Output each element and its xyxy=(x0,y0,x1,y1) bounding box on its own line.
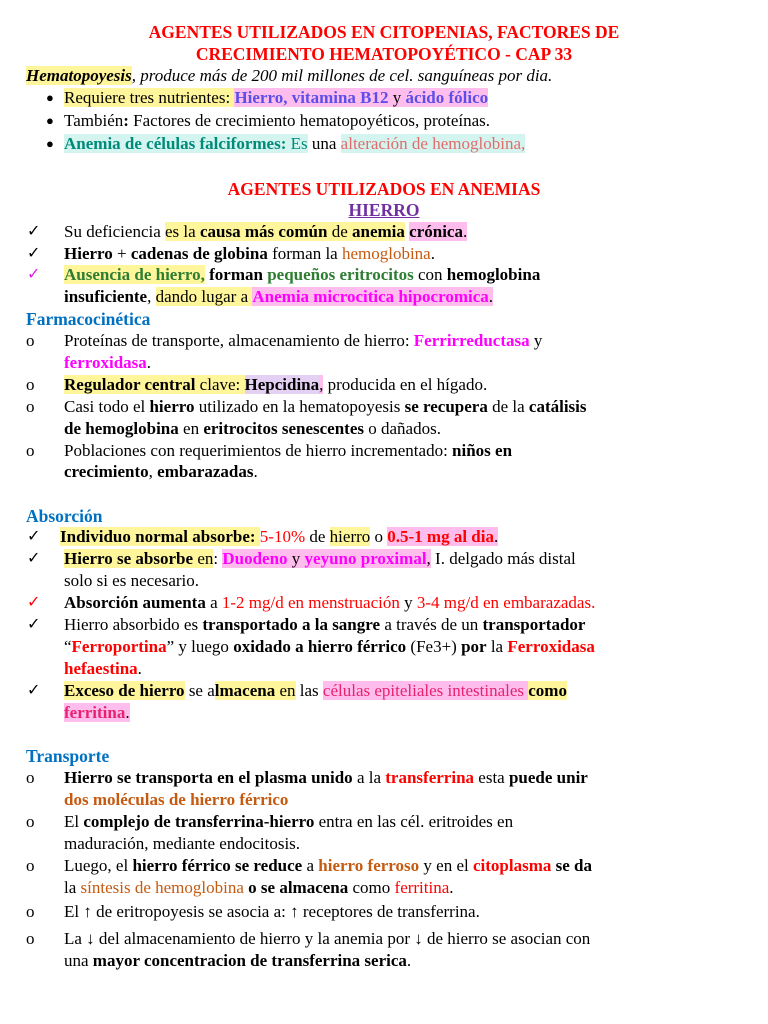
absorcion-item-increase xyxy=(64,592,595,614)
section-title-anemias: AGENTES UTILIZADOS EN ANEMIAS xyxy=(227,179,541,199)
text-run: la xyxy=(64,878,81,897)
text-run: de xyxy=(305,527,330,546)
transporte-item-complex xyxy=(64,811,513,833)
hierro-item-absence xyxy=(64,264,540,286)
absorcion-item-transport-cont-2 xyxy=(64,658,142,680)
text-run: se da xyxy=(555,856,592,875)
text-run: forman la xyxy=(267,244,342,263)
bullet-icon: ● xyxy=(46,136,54,151)
farmaco-item-populations xyxy=(64,440,512,462)
text-run: células epiteliales intestinales xyxy=(322,681,525,700)
text-run: alteración de hemoglobina, xyxy=(340,134,526,153)
checkmark-icon: ✓ xyxy=(27,682,41,699)
text-run: esta xyxy=(474,768,509,787)
text-run: oxidado a hierro férrico xyxy=(233,637,407,656)
text-run: en xyxy=(197,549,214,568)
text-run: 1-2 mg/d en menstruación xyxy=(221,593,400,612)
text-run: y en el xyxy=(419,856,473,875)
text-run: hefaestina xyxy=(64,659,138,678)
text-run: Hierro, vitamina B12 xyxy=(234,88,389,107)
text-run: cadenas de globina xyxy=(130,244,268,263)
text-run: . xyxy=(253,462,258,481)
text-run: a xyxy=(302,856,319,875)
text-run: las xyxy=(295,681,323,700)
text-run: complejo de transferrina-hierro xyxy=(83,812,315,831)
text-run: + xyxy=(112,244,131,263)
text-run: ” y luego xyxy=(166,637,234,656)
text-run: en xyxy=(275,681,296,700)
text-run: Ferroxidasa xyxy=(507,637,595,656)
text-run: , xyxy=(426,549,431,568)
text-run: Requiere tres nutrientes xyxy=(64,88,226,107)
text-run: y xyxy=(399,593,417,612)
text-run: hierro ferroso xyxy=(318,856,420,875)
checkmark-icon: ✓ xyxy=(27,550,41,567)
text-run: Proteínas de transporte, almacenamiento de hierro: xyxy=(64,331,414,350)
text-run: utilizado en la hematopoyesis xyxy=(194,397,405,416)
text-run: hierro xyxy=(149,397,195,416)
text-run: Exceso de hierro xyxy=(64,681,185,700)
text-run: y xyxy=(287,549,305,568)
bullet-item-sickle-cell xyxy=(64,133,525,155)
transporte-item-complex-cont xyxy=(64,833,300,855)
absorcion-item-site-cont xyxy=(64,570,199,592)
text-run: de la xyxy=(487,397,529,416)
text-run: dos moléculas de hierro férrico xyxy=(64,790,289,809)
transporte-item-storage-cont xyxy=(64,950,411,972)
text-run: Su deficiencia xyxy=(64,222,166,241)
bullet-item-nutrients xyxy=(64,87,488,109)
transporte-item-plasma-cont xyxy=(64,789,288,811)
absorcion-item-transport-cont xyxy=(64,636,595,658)
text-run: . xyxy=(488,287,494,306)
text-run: Absorción aumenta xyxy=(64,593,206,612)
text-run: . xyxy=(406,951,412,970)
text-run: , produce más de 200 mil millones de cel. sanguíneas por dia. xyxy=(131,66,553,85)
text-run: Ferrirreductasa xyxy=(413,331,530,350)
transporte-item-reduction-cont xyxy=(64,877,454,899)
document-title-line-2: CRECIMIENTO HEMATOPOYÉTICO - CAP 33 xyxy=(195,44,573,64)
circle-bullet-icon: o xyxy=(26,441,35,460)
text-run: causa más común xyxy=(199,222,328,241)
text-run: Ausencia de hierro, xyxy=(64,265,205,284)
text-run: Ferroportina xyxy=(71,637,167,656)
text-run: Poblaciones con requerimientos de hierro incrementado: xyxy=(64,441,453,460)
text-run: ácido fólico xyxy=(405,88,489,107)
text-run: hierro férrico se reduce xyxy=(132,856,303,875)
text-run: crónica xyxy=(409,222,463,241)
text-run: Hematopoyesis xyxy=(26,66,132,85)
circle-bullet-icon: o xyxy=(26,856,35,875)
farmaco-item-recovery-cont xyxy=(64,418,441,440)
text-run: una xyxy=(307,134,341,153)
text-run: pequeños eritrocitos xyxy=(267,265,414,284)
section-heading-transporte: Transporte xyxy=(26,746,110,766)
text-run: y xyxy=(388,88,406,107)
bullet-icon: ● xyxy=(46,113,54,128)
farmaco-item-recovery xyxy=(64,396,587,418)
text-run: en xyxy=(178,419,204,438)
text-run: transportado a la sangre xyxy=(202,615,381,634)
text-run: El ↑ de eritropoyesis se asocia a: ↑ receptores de transferrina. xyxy=(64,902,480,921)
checkmark-icon: ✓ xyxy=(27,616,41,633)
text-run: ferritina xyxy=(64,703,126,722)
text-run: 3-4 mg/d en embarazadas. xyxy=(416,593,596,612)
text-run: eritrocitos senescentes xyxy=(203,419,364,438)
text-run: Anemia microcitica hipocromica xyxy=(252,287,489,306)
text-run: mayor concentracion de transferrina serica xyxy=(92,951,407,970)
section-title-hierro: HIERRO xyxy=(348,200,420,220)
text-run: una xyxy=(64,951,93,970)
text-run: síntesis de hemoglobina xyxy=(80,878,244,897)
checkmark-icon: ✓ xyxy=(27,266,41,283)
text-run: Hierro se transporta en el plasma unido xyxy=(64,768,353,787)
text-run: Anemia de células falciformes: xyxy=(64,134,287,153)
text-run: Hierro se absorbe xyxy=(64,549,198,568)
circle-bullet-icon: o xyxy=(26,375,35,394)
text-run: o dañados. xyxy=(363,419,441,438)
text-run: Hierro xyxy=(64,244,113,263)
text-run: se a xyxy=(184,681,215,700)
text-run: como xyxy=(528,681,567,700)
farmaco-item-hepcidin xyxy=(64,374,487,396)
text-run: ferroxidasa xyxy=(64,353,147,372)
hierro-item-deficiency xyxy=(64,221,467,243)
farmaco-item-proteins-cont xyxy=(64,352,151,374)
text-run: . xyxy=(137,659,142,678)
text-run: maduración, mediante endocitosis. xyxy=(64,834,301,853)
text-run: clave: xyxy=(195,375,245,394)
text-run: citoplasma xyxy=(472,856,552,875)
text-run: a la xyxy=(352,768,386,787)
text-run: Factores de crecimiento hematopoyéticos, proteínas. xyxy=(133,111,491,130)
text-run: “ xyxy=(64,637,72,656)
text-run: 0.5-1 mg al dia xyxy=(387,527,494,546)
text-run: I. delgado más distal xyxy=(430,549,576,568)
text-run: Duodeno xyxy=(222,549,288,568)
circle-bullet-icon: o xyxy=(26,812,35,831)
text-run: . xyxy=(146,353,152,372)
checkmark-icon: ✓ xyxy=(27,245,41,262)
hierro-item-hemoglobin xyxy=(64,243,435,265)
document-title-line-1: AGENTES UTILIZADOS EN CITOPENIAS, FACTORES DE xyxy=(148,22,620,42)
text-run: . xyxy=(462,222,468,241)
text-run: (Fe3+) xyxy=(406,637,462,656)
text-run: También xyxy=(64,111,124,130)
text-run: entra en las cél. eritroides en xyxy=(314,812,514,831)
hierro-item-absence-cont xyxy=(64,286,493,308)
bullet-icon: ● xyxy=(46,90,54,105)
absorcion-item-excess xyxy=(64,680,567,702)
text-run: . xyxy=(430,244,435,263)
text-run: hemoglobina xyxy=(446,265,541,284)
text-run: . xyxy=(494,527,499,546)
text-run: : xyxy=(213,549,223,568)
text-run: yeyuno proximal xyxy=(304,549,427,568)
transporte-item-storage xyxy=(64,928,590,950)
text-run: transferrina xyxy=(385,768,475,787)
text-run: embarazadas xyxy=(157,462,254,481)
text-run: la xyxy=(486,637,508,656)
text-run: , xyxy=(147,287,156,306)
absorcion-item-normal xyxy=(60,526,498,548)
bullet-item-growth-factors xyxy=(64,110,490,132)
text-run: transportador xyxy=(482,615,586,634)
text-run: : xyxy=(225,88,235,107)
farmaco-item-proteins xyxy=(64,330,542,352)
text-run: . xyxy=(125,703,130,722)
text-run: lmacena xyxy=(214,681,276,700)
transporte-item-plasma xyxy=(64,767,588,789)
text-run: insuficiente xyxy=(64,287,148,306)
circle-bullet-icon: o xyxy=(26,768,35,787)
text-run: ferritina xyxy=(394,878,450,897)
text-run: de hemoglobina xyxy=(64,419,179,438)
circle-bullet-icon: o xyxy=(26,902,35,921)
text-run: El xyxy=(64,812,84,831)
text-run: con xyxy=(413,265,447,284)
text-run: o xyxy=(370,527,388,546)
transporte-item-reduction xyxy=(64,855,592,877)
text-run: , xyxy=(148,462,158,481)
text-run: Luego, el xyxy=(64,856,133,875)
text-run: crecimiento xyxy=(64,462,149,481)
intro-hematopoyesis xyxy=(26,65,552,87)
text-run: por xyxy=(461,637,487,656)
text-run: anemia xyxy=(352,222,405,241)
section-heading-absorcion: Absorción xyxy=(26,506,103,526)
text-run: Es xyxy=(286,134,308,153)
text-run: . xyxy=(449,878,454,897)
checkmark-icon: ✓ xyxy=(27,223,41,240)
transporte-item-erythropoiesis xyxy=(64,901,480,923)
circle-bullet-icon: o xyxy=(26,397,35,416)
section-heading-farmacocinetica: Farmacocinética xyxy=(26,309,151,329)
text-run: Hierro absorbido es xyxy=(64,615,203,634)
text-run: solo si es necesario. xyxy=(64,571,200,590)
text-run: y xyxy=(529,331,543,350)
text-run: se recupera xyxy=(404,397,488,416)
farmaco-item-populations-cont xyxy=(64,461,258,483)
checkmark-icon: ✓ xyxy=(27,528,41,545)
text-run: o se almacena xyxy=(248,878,349,897)
text-run: a través de un xyxy=(380,615,483,634)
text-run: La ↓ del almacenamiento de hierro y la anemia por ↓ de hierro se asocian con xyxy=(64,929,591,948)
text-run: como xyxy=(348,878,395,897)
text-run: dando lugar a xyxy=(155,287,253,306)
circle-bullet-icon: o xyxy=(26,331,35,350)
text-run: de xyxy=(327,222,353,241)
text-run: : xyxy=(123,111,134,130)
text-run: , xyxy=(319,375,324,394)
text-run: Hepcidina xyxy=(244,375,320,394)
text-run: Regulador central xyxy=(64,375,196,394)
text-run: niños en xyxy=(452,441,513,460)
text-run: a xyxy=(205,593,222,612)
absorcion-item-excess-cont xyxy=(64,702,130,724)
text-run: puede unir xyxy=(508,768,588,787)
text-run: hemoglobina xyxy=(341,244,431,263)
checkmark-icon: ✓ xyxy=(27,594,41,611)
text-run: producida en el hígado. xyxy=(323,375,488,394)
absorcion-item-transport xyxy=(64,614,585,636)
text-run: 5-10% xyxy=(259,527,306,546)
text-run: es la xyxy=(165,222,200,241)
text-run: catálisis xyxy=(528,397,587,416)
text-run: forman xyxy=(204,265,268,284)
text-run: Individuo normal absorbe: xyxy=(60,527,260,546)
absorcion-item-site xyxy=(64,548,576,570)
text-run: hierro xyxy=(329,527,371,546)
text-run: Casi todo el xyxy=(64,397,150,416)
circle-bullet-icon: o xyxy=(26,929,35,948)
